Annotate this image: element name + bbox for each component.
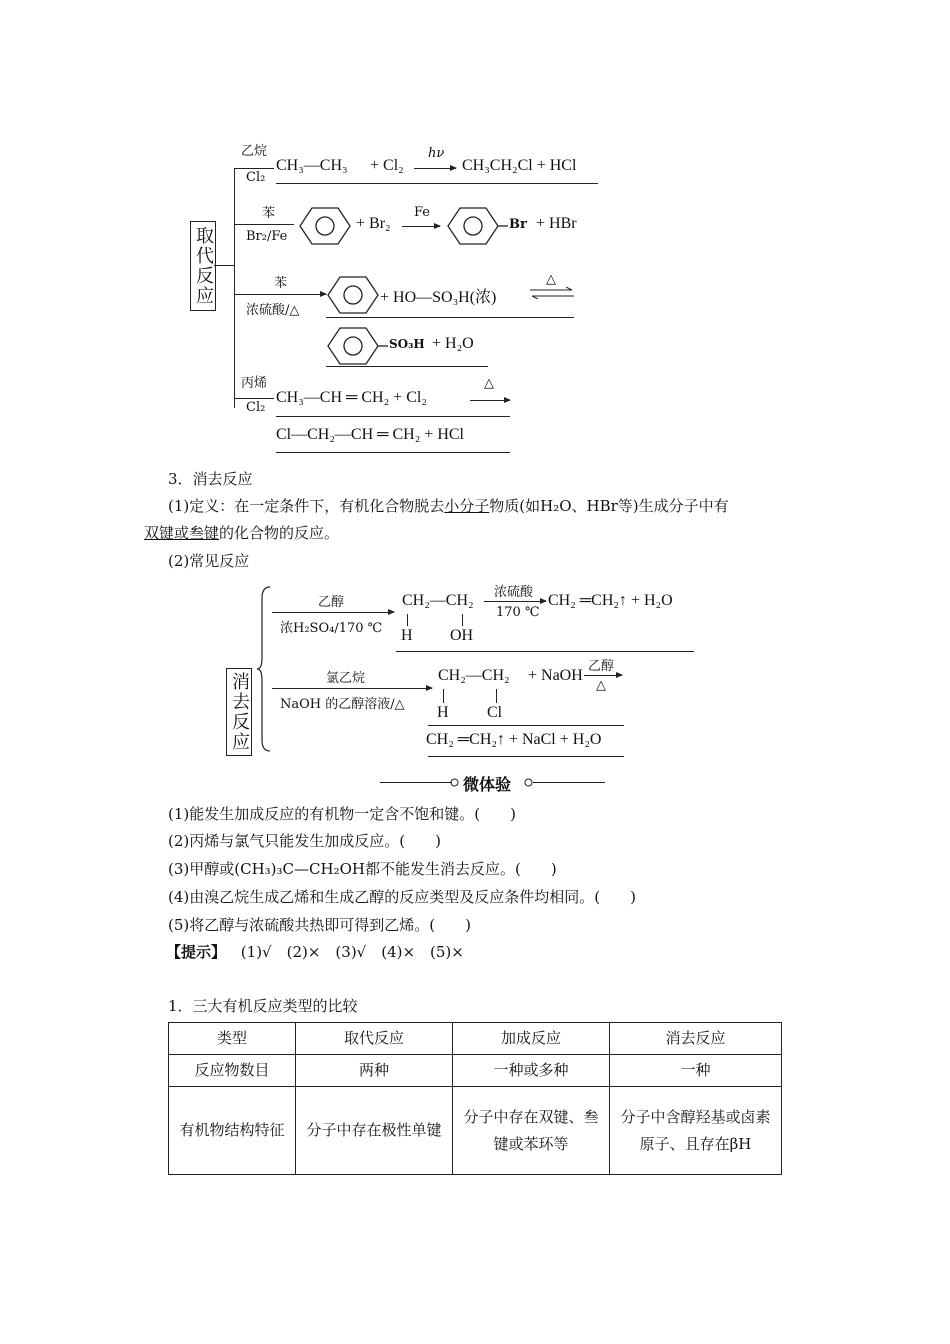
e2-arrow-2 bbox=[584, 675, 622, 676]
micro-rule-left bbox=[380, 782, 452, 783]
e1-cond-above: 浓硫酸 bbox=[494, 585, 534, 600]
r3-below: 浓硫酸/△ bbox=[246, 303, 300, 318]
e2-prod: CH₂ ═CH₂↑ + NaCl + H₂O bbox=[426, 731, 602, 748]
r3-lhs: + HO—SO₃H(浓) bbox=[380, 289, 497, 306]
benzenesulfonic-ring-icon bbox=[326, 326, 388, 366]
e1-top: CH₂—CH₂ bbox=[402, 592, 474, 609]
table-header-cell: 类型 bbox=[169, 1023, 296, 1055]
e2-bond-h bbox=[443, 689, 444, 703]
e2-above: 氯乙烷 bbox=[326, 671, 366, 686]
table-cell: 一种 bbox=[610, 1055, 782, 1087]
table-cell: 分子中存在极性单键 bbox=[296, 1087, 453, 1175]
section3-definition-cont bbox=[144, 522, 339, 543]
r4-underline bbox=[276, 416, 510, 417]
e1-prod: CH₂ ═CH₂↑ + H₂O bbox=[548, 592, 673, 609]
table-cell: 两种 bbox=[296, 1055, 453, 1087]
r2-cond: Fe bbox=[414, 205, 431, 220]
r1-cond: hν bbox=[428, 146, 445, 161]
r3-cond: △ bbox=[546, 272, 556, 287]
micro-item-3: (3)甲醇或(CH₃)₃C—CH₂OH都不能发生消去反应。( ) bbox=[168, 860, 557, 878]
def-part-c: 的化合物的反应。 bbox=[219, 524, 340, 542]
branch-4 bbox=[234, 398, 274, 399]
def-part-b: 物质(如H₂O、HBr等)生成分子中有 bbox=[489, 497, 729, 515]
e2-arrow bbox=[272, 688, 432, 689]
def-underline-2: 双键或叁键 bbox=[144, 524, 220, 542]
substitution-label-box bbox=[190, 221, 216, 311]
r2-above: 苯 bbox=[262, 206, 276, 221]
e1-bond-h bbox=[407, 614, 408, 626]
e2-underline-2 bbox=[428, 756, 624, 757]
table-header-cell: 加成反应 bbox=[453, 1023, 610, 1055]
elimination-label-box bbox=[226, 668, 252, 756]
e1-below: 浓H₂SO₄/170 ℃ bbox=[280, 621, 383, 636]
elimination-label: 消去反应 bbox=[229, 672, 250, 752]
branch-1 bbox=[234, 168, 274, 169]
r4-lhs: CH₃—CH ═ CH₂ + Cl₂ bbox=[276, 389, 427, 406]
table-cell: 一种或多种 bbox=[453, 1055, 610, 1087]
table-row bbox=[169, 1087, 782, 1175]
table-header-cell: 取代反应 bbox=[296, 1023, 453, 1055]
table-cell: 反应物数目 bbox=[169, 1055, 296, 1087]
benzene-ring-icon bbox=[298, 206, 352, 246]
bracket-spine bbox=[234, 168, 235, 408]
r4-cond: △ bbox=[484, 376, 494, 391]
micro-item-5: (5)将乙醇与浓硫酸共热即可得到乙烯。( ) bbox=[168, 916, 471, 934]
r2-br: Br bbox=[509, 217, 527, 232]
e2-underline bbox=[428, 725, 624, 726]
r1-underline bbox=[276, 183, 598, 184]
r1-lhs-b: + Cl₂ bbox=[370, 157, 404, 174]
e2-h: H bbox=[437, 704, 449, 721]
r1-lhs-a: CH₃—CH₃ bbox=[276, 157, 348, 174]
table-header-row bbox=[169, 1023, 782, 1055]
table-cell: 分子中含醇羟基或卤素原子、且存在βH bbox=[610, 1087, 782, 1175]
r4-arrow bbox=[470, 400, 510, 401]
bromobenzene-ring-icon bbox=[446, 206, 508, 246]
e2-reagent: + NaOH bbox=[528, 667, 583, 684]
micro-item-4: (4)由溴乙烷生成乙烯和生成乙醇的反应类型及反应条件均相同。( ) bbox=[168, 888, 636, 906]
r3-so3h: SO₃H bbox=[389, 337, 425, 351]
bracket-stub bbox=[214, 265, 234, 266]
e1-h: H bbox=[401, 627, 413, 644]
e1-arrow bbox=[272, 612, 394, 613]
e2-bond-cl bbox=[496, 689, 497, 703]
def-underline-1: 小分子 bbox=[444, 497, 490, 515]
e1-cond-below: 170 ℃ bbox=[496, 605, 540, 620]
table-row bbox=[169, 1055, 782, 1087]
e1-arrow-2 bbox=[484, 601, 546, 602]
comparison-heading: 1．三大有机反应类型的比较 bbox=[168, 997, 358, 1015]
hint-label: 【提示】 bbox=[166, 943, 227, 961]
r2-rhs: + HBr bbox=[536, 215, 577, 232]
elimination-brace-icon bbox=[256, 586, 272, 752]
benzene-ring-icon-2 bbox=[326, 275, 380, 315]
comparison-table bbox=[168, 1022, 782, 1175]
circle-dot-icon bbox=[450, 778, 459, 787]
branch-2 bbox=[234, 224, 294, 225]
e2-cond-above: 乙醇 bbox=[588, 659, 615, 674]
micro-item-2: (2)丙烯与氯气只能发生加成反应。( ) bbox=[168, 832, 441, 850]
section3-definition bbox=[168, 495, 729, 516]
micro-rule-right bbox=[533, 782, 605, 783]
micro-title: 微体验 bbox=[463, 775, 512, 794]
branch-3 bbox=[234, 294, 324, 295]
table-cell: 有机物结构特征 bbox=[169, 1087, 296, 1175]
e2-below: NaOH 的乙醇溶液/△ bbox=[280, 697, 405, 712]
r2-plus: + Br₂ bbox=[356, 215, 391, 232]
r3-branch-arrow bbox=[314, 294, 326, 295]
r3-rhs: + H₂O bbox=[432, 335, 474, 352]
r4-rhs: Cl—CH₂—CH ═ CH₂ + HCl bbox=[276, 426, 464, 443]
substitution-label: 取代反应 bbox=[193, 226, 214, 306]
r4-below: Cl₂ bbox=[246, 400, 266, 415]
section3-heading: 3．消去反应 bbox=[168, 470, 253, 488]
e1-bond-oh bbox=[462, 614, 463, 626]
micro-item-1: (1)能发生加成反应的有机物一定含不饱和键。( ) bbox=[168, 805, 516, 823]
e2-top: CH₂—CH₂ bbox=[438, 667, 510, 684]
def-part-a: (1)定义：在一定条件下，有机化合物脱去 bbox=[168, 497, 445, 515]
section3-common: (2)常见反应 bbox=[168, 552, 250, 570]
table-header-cell: 消去反应 bbox=[610, 1023, 782, 1055]
e2-cond-below: △ bbox=[596, 678, 606, 693]
r4-above: 丙烯 bbox=[241, 376, 268, 391]
e2-cl: Cl bbox=[487, 704, 503, 721]
r2-arrow bbox=[402, 226, 440, 227]
r2-below: Br₂/Fe bbox=[246, 229, 288, 244]
e1-oh: OH bbox=[450, 627, 474, 644]
r3-underline-2 bbox=[326, 366, 488, 367]
r1-rhs: CH₃CH₂Cl + HCl bbox=[462, 157, 577, 174]
r4-underline-2 bbox=[276, 452, 510, 453]
r3-above: 苯 bbox=[274, 276, 288, 291]
reversible-arrow-icon bbox=[530, 287, 574, 299]
micro-hint bbox=[166, 941, 464, 962]
e1-above: 乙醇 bbox=[318, 595, 345, 610]
hint-answers: (1)√ (2)× (3)√ (4)× (5)× bbox=[240, 943, 464, 961]
r1-below: Cl₂ bbox=[246, 170, 266, 185]
e1-underline bbox=[396, 651, 694, 652]
r1-above: 乙烷 bbox=[241, 144, 268, 159]
table-cell: 分子中存在双键、叁键或苯环等 bbox=[453, 1087, 610, 1175]
r3-underline bbox=[326, 317, 574, 318]
circle-dot-icon-2 bbox=[524, 778, 533, 787]
r1-arrow bbox=[414, 168, 456, 169]
